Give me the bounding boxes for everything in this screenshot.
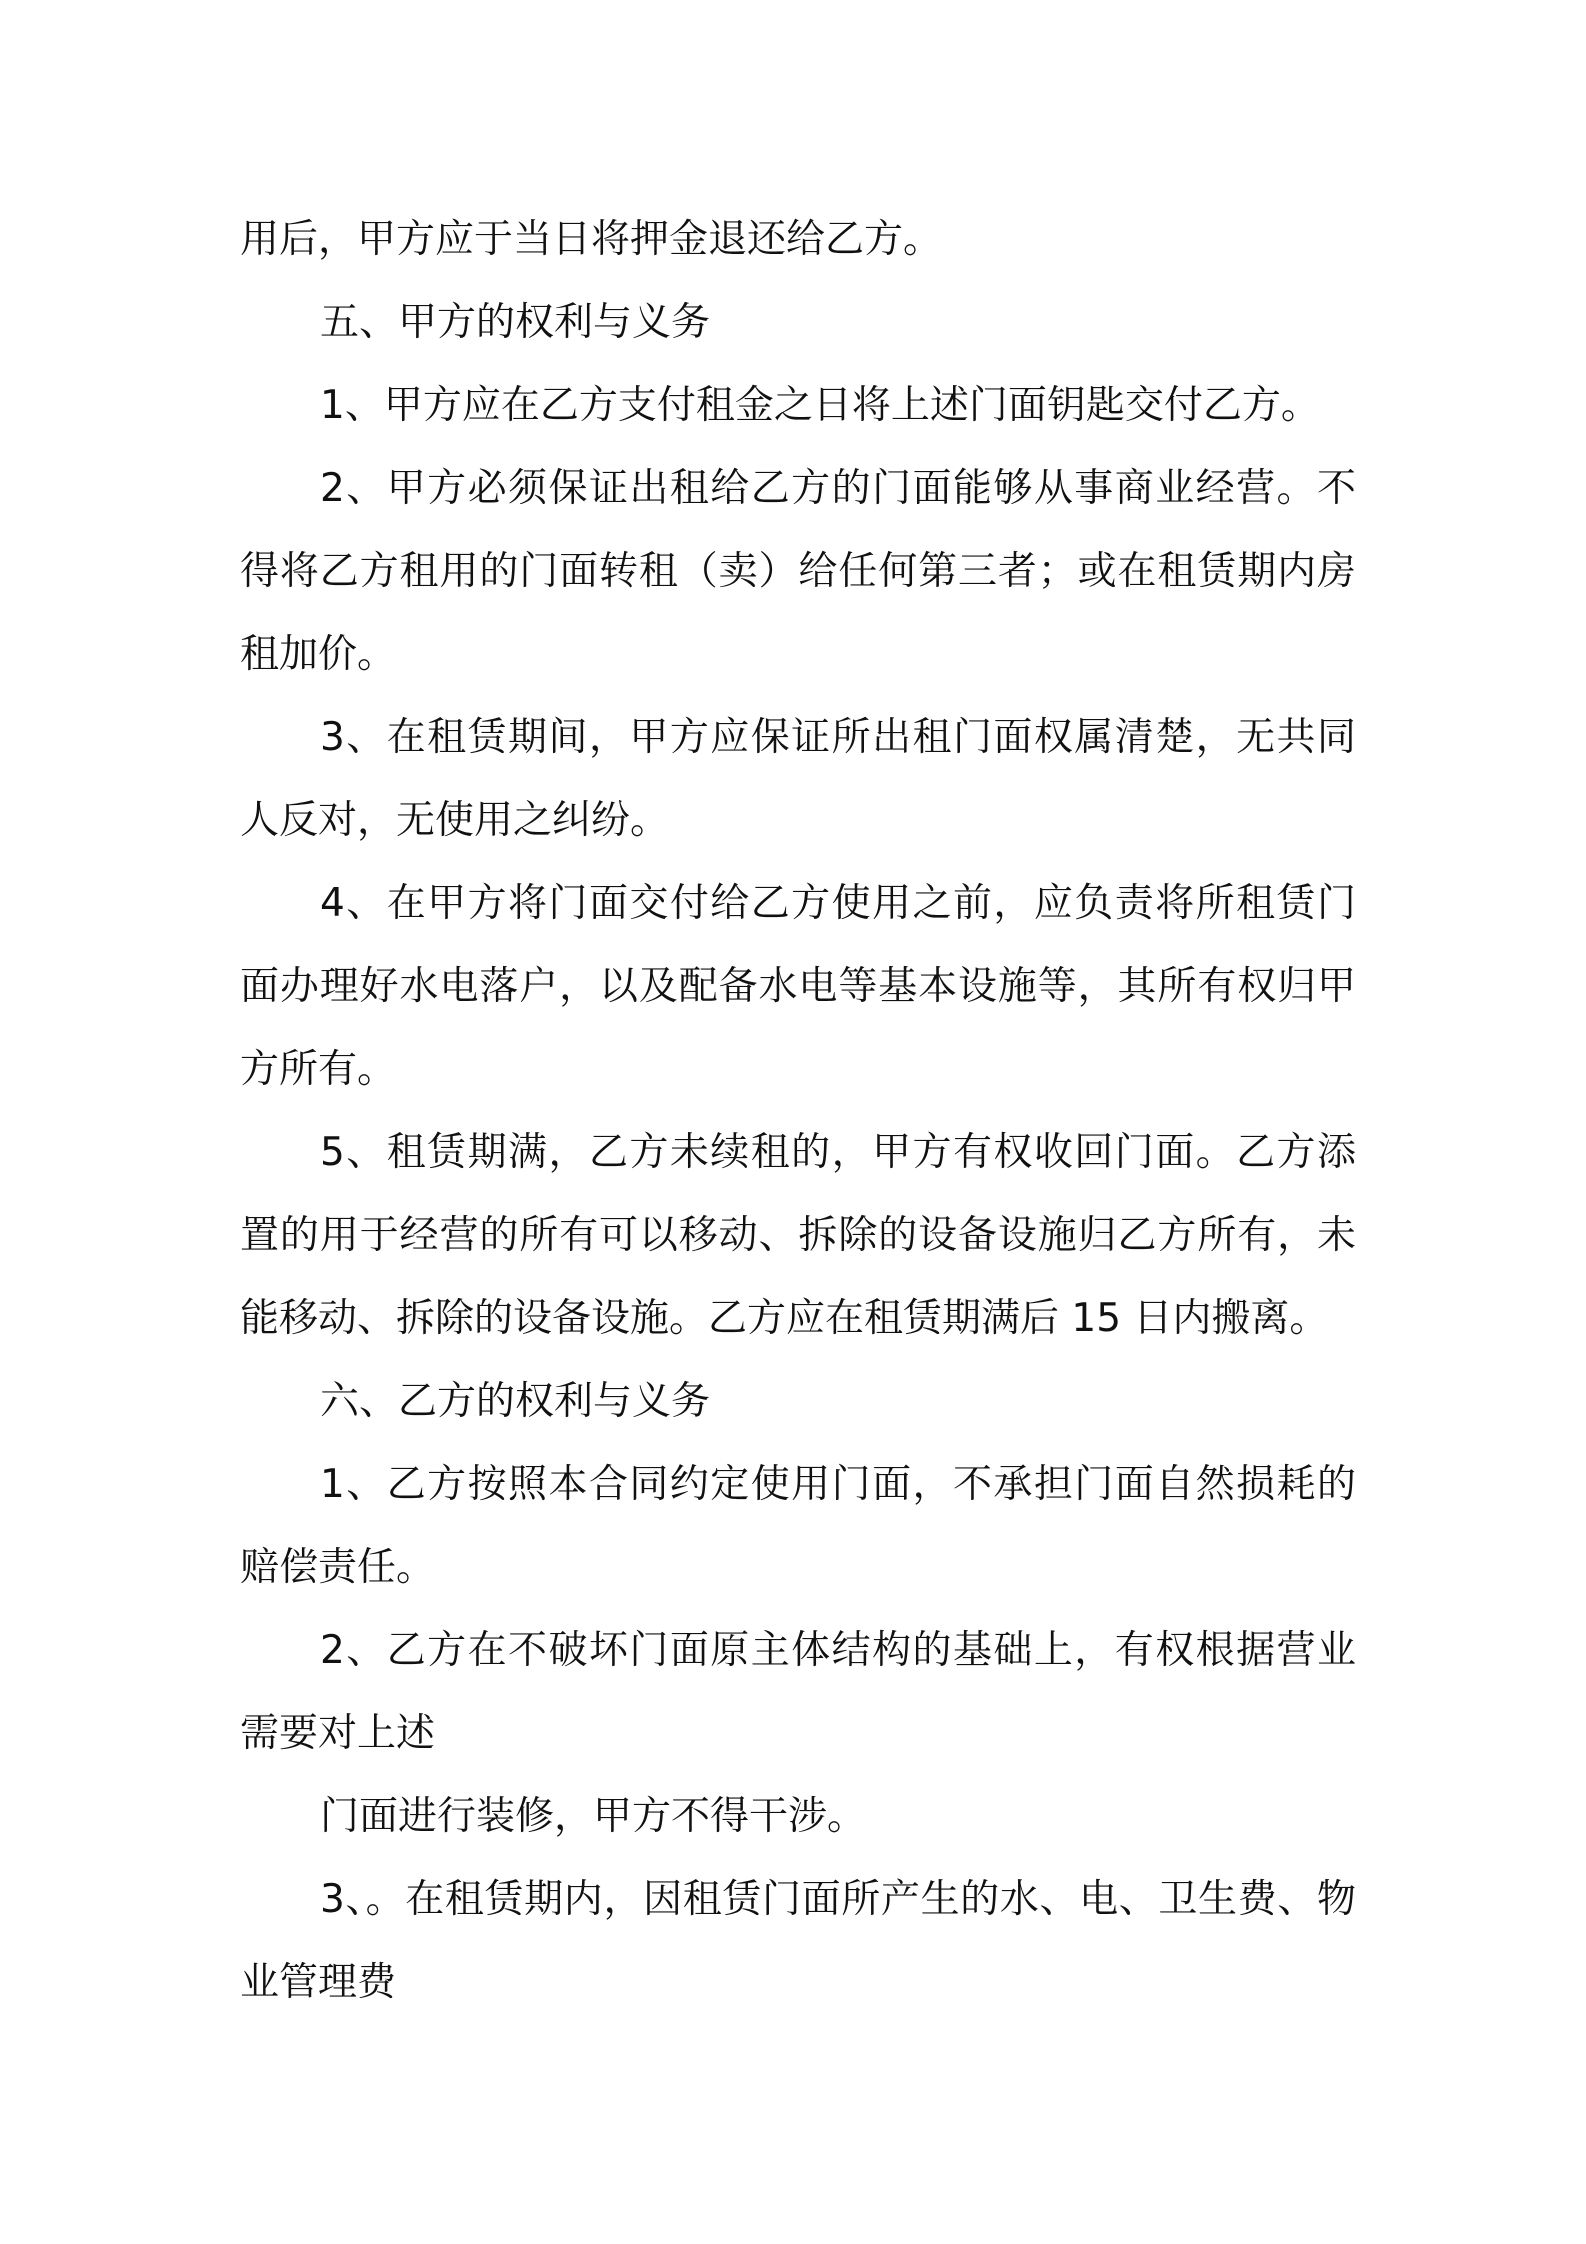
clause-b-2-continued: 门面进行装修，甲方不得干涉。 xyxy=(320,1794,867,1839)
clause-b-2: 2、乙方在不破坏门面原主体结构的基础上，有权根据营业需要对上述 xyxy=(240,1628,1356,1756)
section-heading-party-a: 五、甲方的权利与义务 xyxy=(320,300,711,345)
clause-b-1: 1、乙方按照本合同约定使用门面，不承担门面自然损耗的赔偿责任。 xyxy=(240,1462,1356,1590)
clause-a-4: 4、在甲方将门面交付给乙方使用之前，应负责将所租赁门面办理好水电落户，以及配备水电等基本设施等，其所有权归甲方所有。 xyxy=(240,881,1356,1092)
clause-a-2: 2、甲方必须保证出租给乙方的门面能够从事商业经营。不得将乙方租用的门面转租（卖）给任何第三者；或在租赁期内房租加价。 xyxy=(240,466,1356,677)
clause-a-3: 3、在租赁期间，甲方应保证所出租门面权属清楚，无共同人反对，无使用之纠纷。 xyxy=(240,715,1356,843)
clause-a-5: 5、租赁期满，乙方未续租的，甲方有权收回门面。乙方添置的用于经营的所有可以移动、拆除的设备设施归乙方所有，未能移动、拆除的设备设施。乙方应在租赁期满后 15 日内搬离。 xyxy=(240,1130,1356,1341)
paragraph-deposit-return: 用后，甲方应于当日将押金退还给乙方。 xyxy=(240,217,943,262)
clause-b-3: 3、。在租赁期内，因租赁门面所产生的水、电、卫生费、物业管理费 xyxy=(240,1877,1356,2005)
clause-a-1: 1、甲方应在乙方支付租金之日将上述门面钥匙交付乙方。 xyxy=(320,383,1320,428)
section-heading-party-b: 六、乙方的权利与义务 xyxy=(320,1379,711,1424)
document-body xyxy=(240,198,1356,2024)
